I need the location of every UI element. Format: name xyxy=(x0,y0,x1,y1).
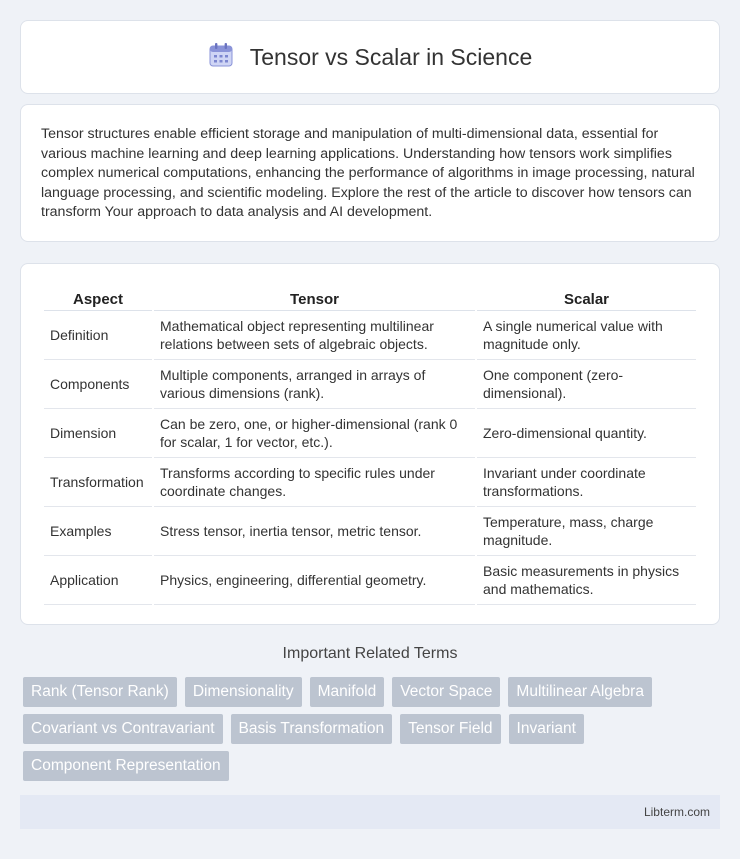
related-term-tag[interactable]: Vector Space xyxy=(392,677,500,707)
header-card xyxy=(20,20,720,94)
related-term-tag[interactable]: Component Representation xyxy=(23,751,229,781)
title-wrap xyxy=(208,42,533,73)
table-row xyxy=(44,556,696,605)
comparison-table xyxy=(42,282,698,605)
table-header-row xyxy=(44,282,696,311)
cell-tensor: Physics, engineering, differential geometry. xyxy=(154,556,475,605)
cell-scalar: A single numerical value with magnitude only. xyxy=(477,311,696,360)
header-aspect: Aspect xyxy=(44,282,152,311)
cell-aspect: Transformation xyxy=(44,458,152,507)
table-row xyxy=(44,360,696,409)
intro-text: Tensor structures enable efficient storage and manipulation of multi-dimensional data, essential for various machine learning and deep learning applications. Understanding how tensors work simplifies complex numerical computations, enhancing the performance of algorithms in image processing, natural language processing, and scientific modeling. Explore the rest of the article to discover how tensors can transform Your approach to data analysis and AI development. xyxy=(41,126,695,221)
cell-tensor: Mathematical object representing multilinear relations between sets of algebraic objects. xyxy=(154,311,475,360)
related-terms-title: Important Related Terms xyxy=(282,645,458,662)
cell-tensor: Multiple components, arranged in arrays of various dimensions (rank). xyxy=(154,360,475,409)
cell-scalar: Invariant under coordinate transformations. xyxy=(477,458,696,507)
related-term-tag[interactable]: Manifold xyxy=(310,677,385,707)
related-term-tag[interactable]: Rank (Tensor Rank) xyxy=(23,677,177,707)
related-terms-list xyxy=(23,677,723,781)
cell-aspect: Components xyxy=(44,360,152,409)
cell-scalar: Basic measurements in physics and mathematics. xyxy=(477,556,696,605)
cell-tensor: Can be zero, one, or higher-dimensional (rank 0 for scalar, 1 for vector, etc.). xyxy=(154,409,475,458)
cell-scalar: Zero-dimensional quantity. xyxy=(477,409,696,458)
related-term-tag[interactable]: Tensor Field xyxy=(400,714,500,744)
related-term-tag[interactable]: Invariant xyxy=(509,714,584,744)
table-row xyxy=(44,507,696,556)
table-row xyxy=(44,458,696,507)
cell-tensor: Transforms according to specific rules under coordinate changes. xyxy=(154,458,475,507)
cell-tensor: Stress tensor, inertia tensor, metric tensor. xyxy=(154,507,475,556)
cell-aspect: Examples xyxy=(44,507,152,556)
related-term-tag[interactable]: Basis Transformation xyxy=(231,714,393,744)
related-term-tag[interactable]: Multilinear Algebra xyxy=(508,677,652,707)
intro-card xyxy=(20,104,720,242)
page-title: Tensor vs Scalar in Science xyxy=(249,43,533,70)
cell-scalar: Temperature, mass, charge magnitude. xyxy=(477,507,696,556)
calendar-icon xyxy=(208,42,234,73)
related-term-tag[interactable]: Dimensionality xyxy=(185,677,302,707)
footer-site-link[interactable]: Libterm.com xyxy=(643,805,710,819)
cell-aspect: Definition xyxy=(44,311,152,360)
cell-aspect: Application xyxy=(44,556,152,605)
cell-scalar: One component (zero-dimensional). xyxy=(477,360,696,409)
related-term-tag[interactable]: Covariant vs Contravariant xyxy=(23,714,223,744)
header-tensor: Tensor xyxy=(154,282,475,311)
cell-aspect: Dimension xyxy=(44,409,152,458)
footer xyxy=(20,795,720,829)
table-row xyxy=(44,311,696,360)
table-row xyxy=(44,409,696,458)
comparison-table-card xyxy=(20,263,720,625)
header-scalar: Scalar xyxy=(477,282,696,311)
